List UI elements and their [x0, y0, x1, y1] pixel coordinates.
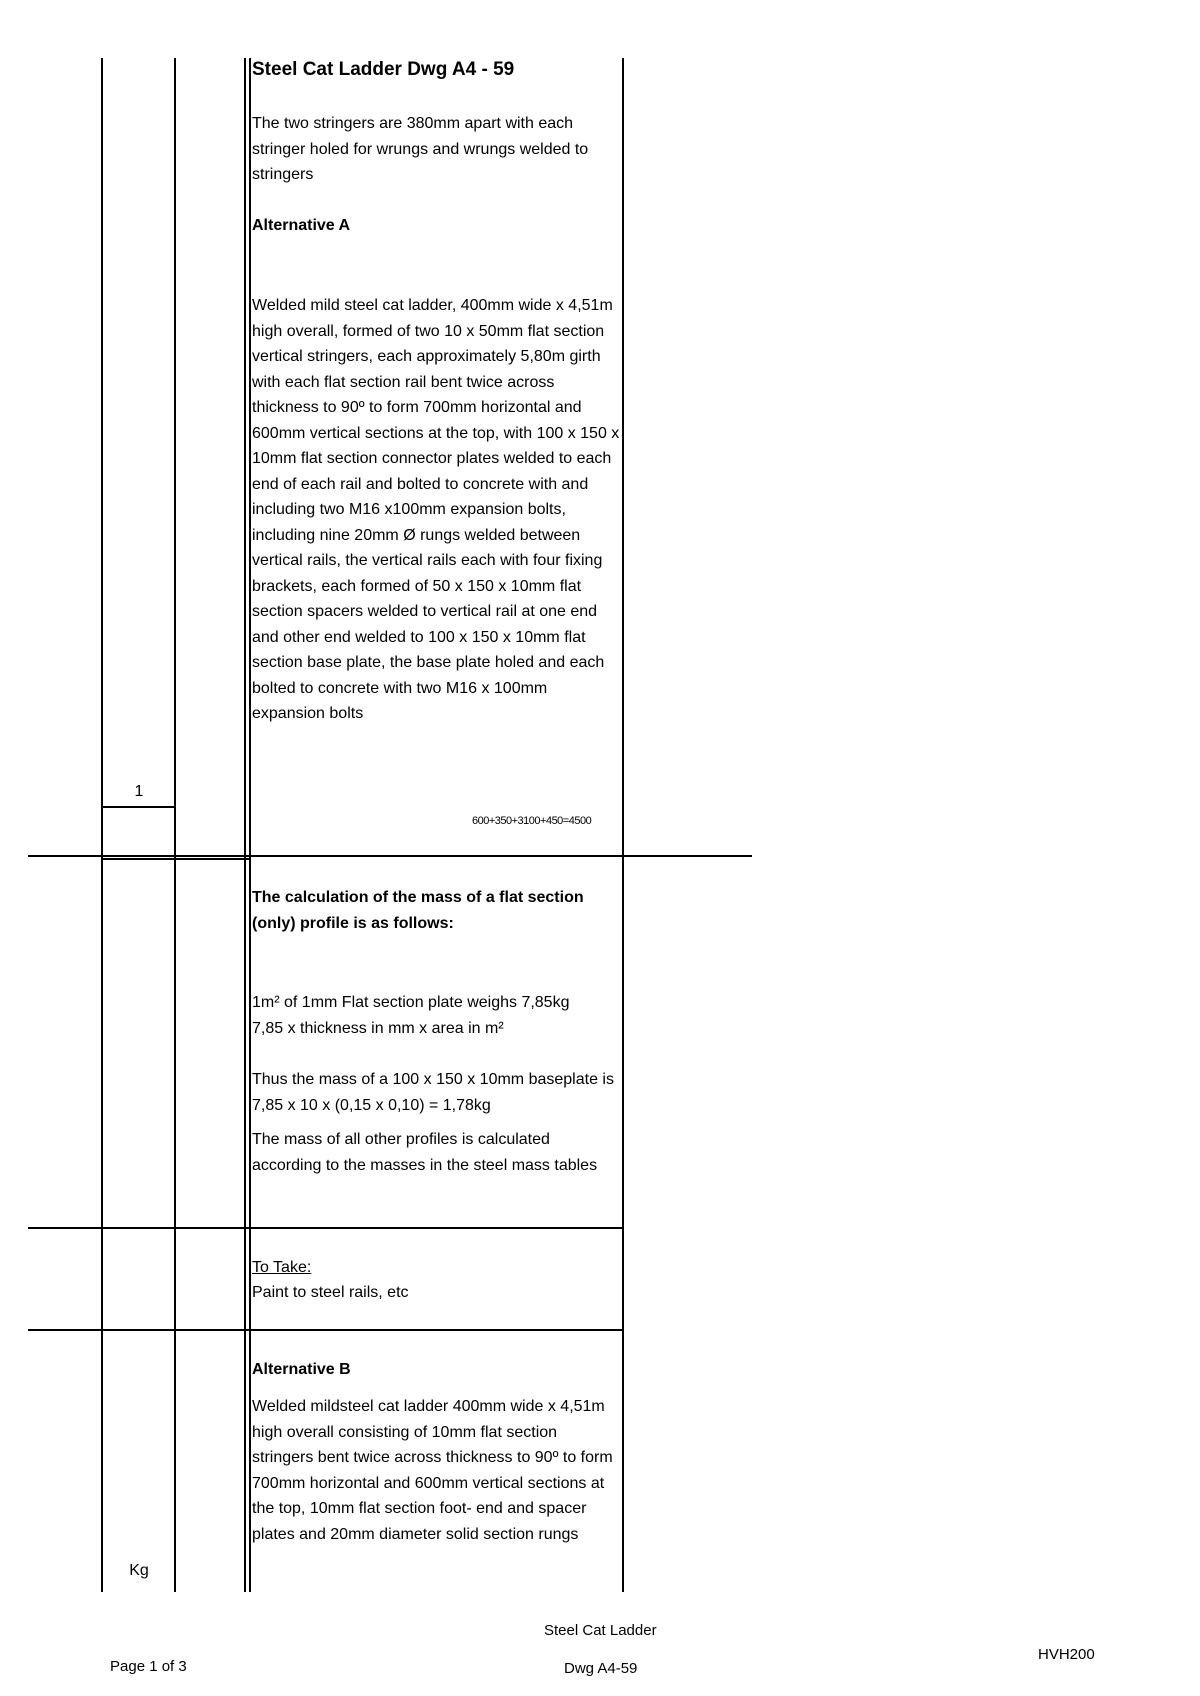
alternative-b-heading: Alternative B: [252, 1361, 351, 1378]
to-take-heading: To Take:: [252, 1259, 312, 1276]
column-rule-4: [622, 58, 624, 1592]
section-rule-1b: [101, 858, 249, 860]
calculation-line-2: 7,85 x thickness in mm x area in m²: [252, 1020, 504, 1037]
column-rule-3b: [249, 58, 251, 1592]
length-formula: 600+350+3100+450=4500: [472, 815, 592, 827]
column-rule-2: [174, 58, 176, 1592]
item-intro: The two stringers are 380mm apart with each stringer holed for wrungs and wrungs welded to stringers: [252, 115, 589, 183]
section-rule-3: [28, 1329, 624, 1331]
number-cell-rule: [101, 806, 176, 808]
alternative-b-description: Welded mildsteel cat ladder 400mm wide x 4,51m high overall consisting of 10mm flat section stringers bent twice across thickness to 90º to form 700mm horizontal and 600mm vertical sections at the top, 10mm flat section foot- end and spacer plates and 20mm diameter solid section rungs: [252, 1398, 613, 1543]
calculation-line-1: 1m² of 1mm Flat section plate weighs 7,85kg: [252, 994, 570, 1011]
footer-reference: HVH200: [1038, 1646, 1095, 1663]
calculation-heading: The calculation of the mass of a flat section (only) profile is as follows:: [252, 889, 584, 932]
column-rule-3a: [244, 58, 246, 1592]
calculation-line-4: The mass of all other profiles is calculated according to the masses in the steel mass tables: [252, 1131, 598, 1174]
unit-label: Kg: [129, 1562, 149, 1579]
calculation-line-3: Thus the mass of a 100 x 150 x 10mm baseplate is 7,85 x 10 x (0,15 x 0,10) = 1,78kg: [252, 1071, 614, 1114]
footer-title: Steel Cat Ladder: [544, 1622, 657, 1639]
section-rule-1: [28, 855, 752, 857]
alternative-a-heading: Alternative A: [252, 217, 351, 234]
item-number: 1: [134, 783, 144, 800]
footer-drawing-number: Dwg A4-59: [564, 1660, 638, 1677]
to-take-text: Paint to steel rails, etc: [252, 1284, 409, 1301]
section-rule-2: [28, 1227, 624, 1229]
alternative-a-description: Welded mild steel cat ladder, 400mm wide x 4,51m high overall, formed of two 10 x 50mm flat section vertical stringers, each approximately 5,80m girth with each flat section rail bent twice across thickness to 90º to form 700mm horizontal and 600mm vertical sections at the top, with 100 x 150 x 10mm flat section connector plates welded to each end of each rail and bolted to concrete with and including two M16 x100mm expansion bolts, including nine 20mm Ø rungs welded between vertical rails, the vertical rails each with four fixing brackets, each formed of 50 x 150 x 10mm flat section spacers welded to vertical rail at one end and other end welded to 100 x 150 x 10mm flat section base plate, the base plate holed and each bolted to concrete with two M16 x 100mm expansion bolts: [252, 297, 620, 722]
page-number: Page 1 of 3: [110, 1658, 187, 1675]
item-title: Steel Cat Ladder Dwg A4 - 59: [252, 59, 515, 80]
column-rule-1: [101, 58, 103, 1592]
